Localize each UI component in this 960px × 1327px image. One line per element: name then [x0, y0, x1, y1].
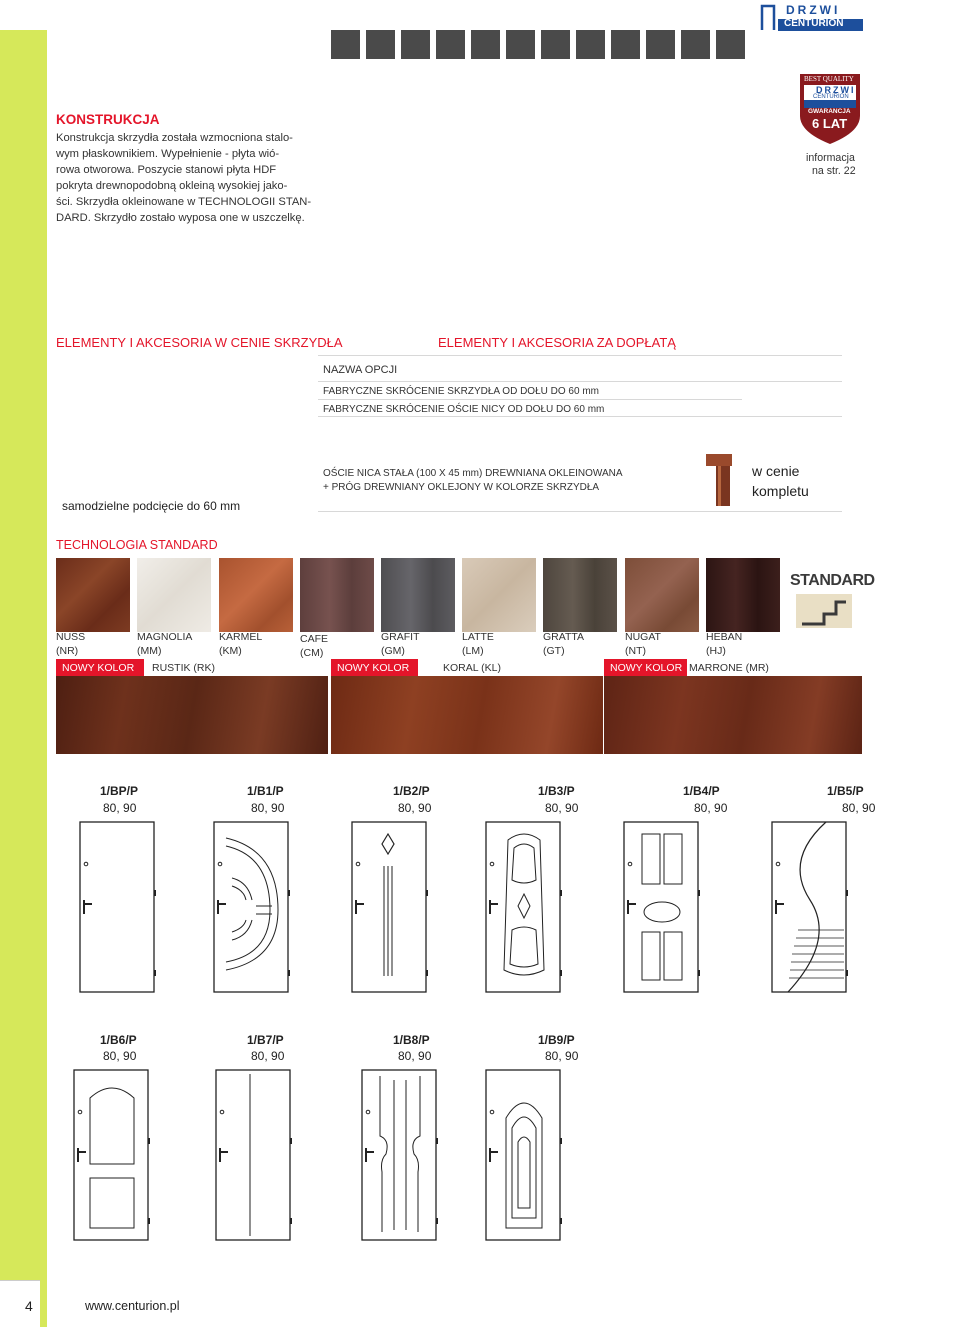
header-square: [471, 30, 500, 59]
color-name: LATTE: [462, 631, 494, 643]
divider: [318, 355, 842, 356]
door-frame-image: [704, 452, 736, 508]
option-item: FABRYCZNE SKRÓCENIE OŚCIE NICY OD DOŁU DO 60 mm: [323, 404, 605, 415]
color-name: NUGAT: [625, 631, 661, 643]
option-item: FABRYCZNE SKRÓCENIE SKRZYDŁA OD DOŁU DO 60 mm: [323, 386, 599, 397]
header-square: [506, 30, 535, 59]
color-swatch-nuss: [56, 558, 130, 632]
door-b3-drawing: [484, 820, 564, 994]
header-square: [541, 30, 570, 59]
header-square: [611, 30, 640, 59]
logo-text-top: DRZWI: [786, 3, 841, 17]
door-code: 1/BP/P: [100, 784, 139, 798]
info-line1: informacja: [806, 152, 855, 164]
frame-desc-line1: OŚCIE NICA STAŁA (100 X 45 mm) DREWNIANA OKLEINOWANA: [323, 468, 623, 479]
color-name: KARMEL: [219, 631, 263, 643]
left-green-bar: [0, 30, 47, 1327]
header-square: [646, 30, 675, 59]
color-code: (MM): [137, 645, 162, 657]
color-code: (NT): [625, 645, 646, 657]
door-size: 80, 90: [545, 1049, 579, 1063]
door-size: 80, 90: [694, 801, 728, 815]
construction-line: wym płaskownikiem. Wypełnienie - płyta wió-: [56, 148, 280, 160]
door-size: 80, 90: [842, 801, 876, 815]
frame-desc-line2: + PRÓG DREWNIANY OKLEJONY W KOLORZE SKRZYDŁA: [323, 482, 600, 493]
standard-badge: [788, 562, 875, 636]
door-b6-drawing: [72, 1068, 152, 1242]
info-line2: na str. 22: [812, 165, 856, 177]
construction-title: KONSTRUKCJA: [56, 112, 160, 127]
door-size: 80, 90: [103, 1049, 137, 1063]
door-size: 80, 90: [398, 1049, 432, 1063]
door-code: 1/B2/P: [393, 784, 430, 798]
logo-text-bottom: CENTURION: [784, 18, 844, 29]
color-swatch-marrone: [604, 676, 862, 754]
color-code: (HJ): [706, 645, 726, 657]
header-square: [401, 30, 430, 59]
door-code: 1/B6/P: [100, 1033, 137, 1047]
door-size: 80, 90: [251, 1049, 285, 1063]
new-color-name: KORAL (KL): [443, 662, 501, 674]
quality-badge: [798, 72, 862, 146]
door-code: 1/B1/P: [247, 784, 284, 798]
option-header: NAZWA OPCJI: [323, 364, 398, 376]
door-bp-drawing: [78, 820, 158, 994]
badge-top-text: BEST QUALITY: [804, 75, 854, 83]
color-swatch-heban: [706, 558, 780, 632]
price-note-line2: kompletu: [752, 483, 809, 499]
door-code: 1/B4/P: [683, 784, 720, 798]
door-code: 1/B3/P: [538, 784, 575, 798]
color-swatch-grafit: [381, 558, 455, 632]
header-square: [576, 30, 605, 59]
color-swatch-gratta: [543, 558, 617, 632]
header-square: [366, 30, 395, 59]
color-code: (NR): [56, 645, 79, 657]
door-code: 1/B7/P: [247, 1033, 284, 1047]
color-name: MAGNOLIA: [137, 631, 193, 643]
color-swatch-magnolia: [137, 558, 211, 632]
badge-brand1: DRZWI: [816, 85, 856, 95]
door-b9-drawing: [484, 1068, 564, 1242]
divider: [318, 416, 842, 417]
color-name: HEBAN: [706, 631, 743, 643]
new-color-name: RUSTIK (RK): [152, 662, 215, 674]
color-swatch-latte: [462, 558, 536, 632]
color-name: CAFE: [300, 633, 329, 645]
door-size: 80, 90: [398, 801, 432, 815]
color-code: (KM): [219, 645, 242, 657]
color-name: GRATTA: [543, 631, 585, 643]
door-size: 80, 90: [545, 801, 579, 815]
technology-heading: TECHNOLOGIA STANDARD: [56, 538, 218, 552]
footer-page-box: [0, 1280, 40, 1327]
badge-brand2: CENTURION: [813, 94, 849, 100]
color-swatch-nugat: [625, 558, 699, 632]
color-code: (GM): [381, 645, 405, 657]
badge-guarantee: GWARANCJA: [808, 108, 851, 115]
construction-line: pokryta drewnopodobną okleiną wysokiej jako-: [56, 180, 288, 192]
self-trim-note: samodzielne podcięcie do 60 mm: [62, 499, 241, 513]
extra-cost-heading: ELEMENTY I AKCESORIA ZA DOPŁATĄ: [438, 335, 676, 350]
color-name: NUSS: [56, 631, 86, 643]
divider: [318, 399, 742, 400]
color-swatch-cafe: [300, 558, 374, 632]
color-code: (GT): [543, 645, 565, 657]
door-b8-drawing: [360, 1068, 440, 1242]
color-swatch-koral: [331, 676, 603, 754]
door-b7-drawing: [214, 1068, 294, 1242]
construction-line: ści. Skrzydła okleinowane w TECHNOLOGII STAN-: [56, 196, 312, 208]
color-name: GRAFIT: [381, 631, 420, 643]
door-b1-drawing: [212, 820, 292, 994]
color-code: (CM): [300, 647, 324, 659]
price-note-line1: w cenie: [752, 463, 800, 479]
header-square: [436, 30, 465, 59]
construction-line: Konstrukcja skrzydła została wzmocniona stalo-: [56, 132, 293, 144]
badge-years: 6 LAT: [812, 116, 848, 131]
divider: [318, 511, 842, 512]
new-color-name: MARRONE (MR): [689, 662, 769, 674]
door-b4-drawing: [622, 820, 702, 994]
door-code: 1/B9/P: [538, 1033, 575, 1047]
new-color-tag: NOWY KOLOR: [331, 659, 418, 677]
color-swatch-rustik: [56, 676, 328, 754]
color-code: (LM): [462, 645, 484, 657]
header-square: [681, 30, 710, 59]
header-square: [716, 30, 745, 59]
standard-badge-text: STANDARD: [790, 572, 875, 589]
header-square: [331, 30, 360, 59]
new-color-tag: NOWY KOLOR: [604, 659, 687, 677]
door-b5-drawing: [770, 820, 850, 994]
included-heading: ELEMENTY I AKCESORIA W CENIE SKRZYDŁA: [56, 335, 343, 350]
door-size: 80, 90: [251, 801, 285, 815]
door-code: 1/B5/P: [827, 784, 864, 798]
new-color-tag: NOWY KOLOR: [56, 659, 144, 677]
construction-line: rowa otworowa. Poszycie stanowi płyta HDF: [56, 164, 277, 176]
construction-line: DARD. Skrzydło zostało wyposa one w uszczelkę.: [56, 212, 305, 224]
door-code: 1/B8/P: [393, 1033, 430, 1047]
color-swatch-karmel: [219, 558, 293, 632]
door-size: 80, 90: [103, 801, 137, 815]
brand-logo: [760, 2, 865, 32]
divider: [318, 381, 842, 382]
footer-url[interactable]: www.centurion.pl: [85, 1299, 180, 1313]
page-number: 4: [25, 1298, 33, 1314]
door-b2-drawing: [350, 820, 430, 994]
